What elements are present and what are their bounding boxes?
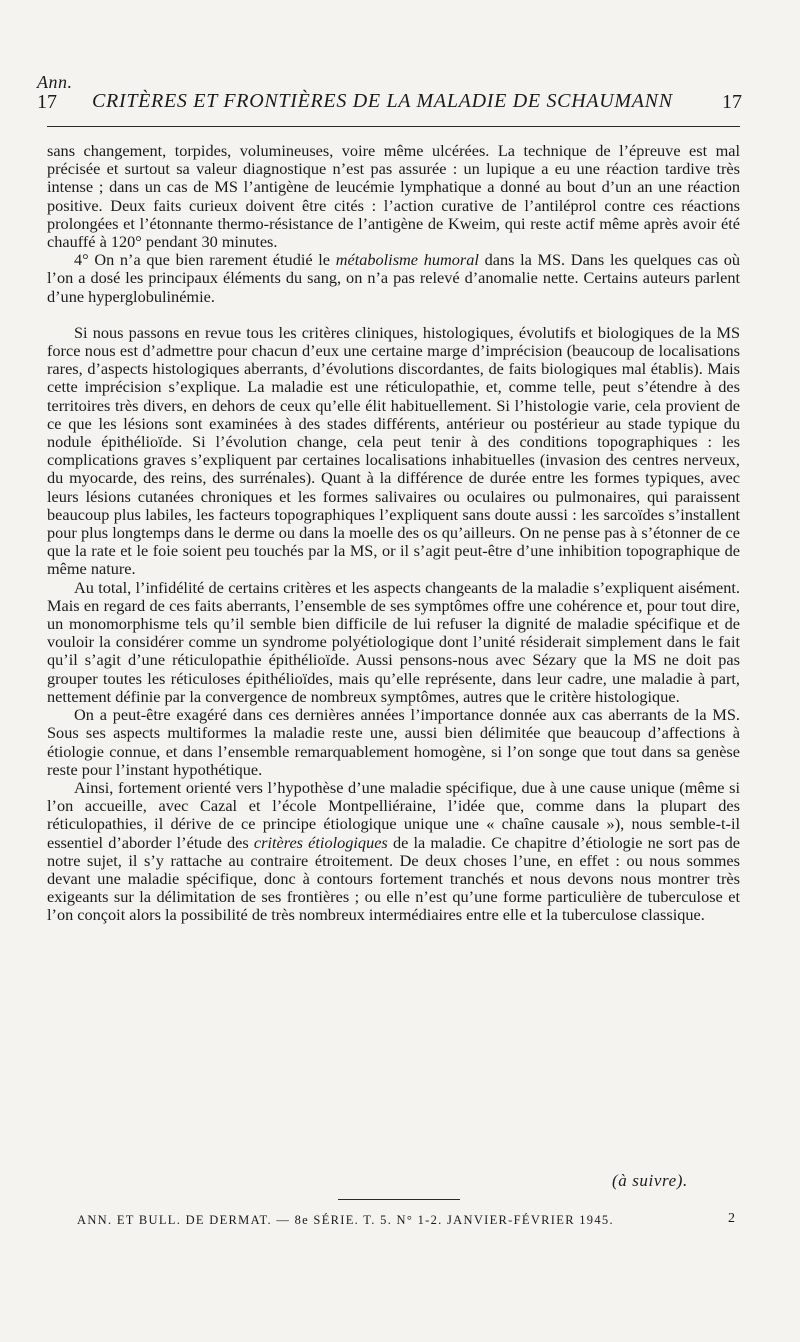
paragraph-6-after: de la maladie. Ce chapitre d’étiologie ne sort pas de notre sujet, il s’y rattache au contraire étroitement. De deux choses l’une, en effet : ou nous sommes devant une maladie spécifique, donc à contours fortement tranchés et nous devons nous montrer très exigeants sur la délimitation de ses frontières ; ou elle n’est qu’une forme particulière de tuberculose et l’on conçoit alors la possibilité de très nombreux intermédiaires entre elle et la tuberculose classique. [47,832,741,925]
paragraph-1: sans changement, torpides, volumineuses, voire même ulcérées. La technique de l’épreuve est mal précisée et surtout sa valeur diagnostique n’est pas assurée : un lupique a eu une réaction tardive très intense ; dans un cas de MS l’antigène de leucémie lymphatique a donné au bout d’un an une réaction positive. Deux faits curieux doivent être cités : l’action curative de l’antiléprol contre ces réactions prolongées et l’étonnante thermo-résistance de l’antigène de Kweim, qui reste actif même après avoir été chauffé à 120° pendant 30 minutes. [47,141,740,252]
paragraph-2 [47,251,740,306]
journal-abbreviation: Ann. [37,72,73,92]
page-number-right: 17 [722,91,742,113]
footer-citation: ANN. ET BULL. DE DERMAT. — 8e SÉRIE. T. 5. N° 1-2. JANVIER-FÉVRIER 1945. [77,1213,614,1227]
paragraph-5: On a peut-être exagéré dans ces dernières années l’importance donnée aux cas aberrants de la MS. Sous ses aspects multiformes la maladie reste une, aussi bien délimitée que beaucoup d’affections à étiologie connue, et dans l’ensemble remarquablement homogène, si l’on songe que tout dans sa genèse reste pour l’instant hypothétique. [47,705,740,779]
article-body [47,142,740,925]
footer-signature-number: 2 [728,1211,735,1226]
header-rule [47,126,740,127]
footer-rule [338,1199,460,1200]
paragraph-6 [47,779,740,925]
paragraph-2-emphasis: métabolisme humoral [335,250,479,270]
page-number-left: 17 [37,91,57,113]
running-title: CRITÈRES ET FRONTIÈRES DE LA MALADIE DE SCHAUMANN [92,90,673,112]
paragraph-2-before: 4° On n’a que bien rarement étudié le [74,250,336,270]
paragraph-6-before: Ainsi, fortement orienté vers l’hypothèse d’une maladie spécifique, due à une cause unique (même si l’on accueille, avec Cazal et l’école Montpelliéraine, l’idée que, comme dans la plupart des réticulopathies, il dérive de ce principe étiologique unique une « chaîne causale »), nous semble-t-il essentiel d’aborder l’étude des [47,777,740,852]
to-be-continued: (à suivre). [612,1171,688,1190]
paragraph-2-after: dans la MS. Dans les quelques cas où l’on a dosé les principaux éléments du sang, on n’a pas relevé d’anomalie nette. Certains auteurs parlent d’une hyperglobulinémie. [47,250,741,306]
paragraph-4: Au total, l’infidélité de certains critères et les aspects changeants de la maladie s’expliquent aisément. Mais en regard de ces faits aberrants, l’ensemble de ses symptômes offre une cohérence et, pour tout dire, un monomorphisme tels qu’il semble bien difficile de lui refuser la dignité de maladie spécifique et de vouloir la considérer comme un syndrome polyétiologique dont l’unité résiderait simplement dans le fait qu’il s’agit d’une réticulopathie épithélioïde. Aussi pensons-nous avec Sézary que la MS ne doit pas grouper toutes les réticuloses épithélioïdes, mais qu’elle représente, dans leur cadre, une maladie à part, nettement définie par la convergence de nombreux symptômes, autres que le critère histologique. [47,577,740,706]
paragraph-6-emphasis: critères étiologiques [253,832,388,852]
paragraph-3: Si nous passons en revue tous les critères cliniques, histologiques, évolutifs et biologiques de la MS force nous est d’admettre pour chacun d’eux une certaine marge d’imprécision (beaucoup de localisations rares, d’aspects histologiques aberrants, d’évolutions discordantes, de faits biologiques mal établis). Mais cette imprécision s’explique. La maladie est une réticulopathie, et, comme telle, peut s’étendre à des territoires très divers, en dehors de ceux qu’elle élit habituellement. Si l’histologie varie, cela provient de ce que les lésions sont examinées à des stades différents, antérieur ou postérieur au stade typique du nodule épithélioïde. Si l’évolution change, cela peut tenir à des conditions topographiques : les complications graves s’expliquent par certaines localisations inhabituelles (invasion des centres nerveux, du myocarde, des reins, des surrénales). Quant à la différence de durée entre les formes typiques, avec leurs lésions cutanées chroniques et les formes salivaires ou oculaires ou pulmonaires, qui paraissent beaucoup plus labiles, les facteurs topographiques l’expliquent sans doute aussi : les sarcoïdes s’installent pour plus longtemps dans le derme ou dans la moelle des os qu’ailleurs. On ne pense pas à s’étonner de ce que la rate et le foie soient peu touchés par la MS, or il s’agit peut-être d’une inhibition topographique de même nature. [47,322,740,579]
